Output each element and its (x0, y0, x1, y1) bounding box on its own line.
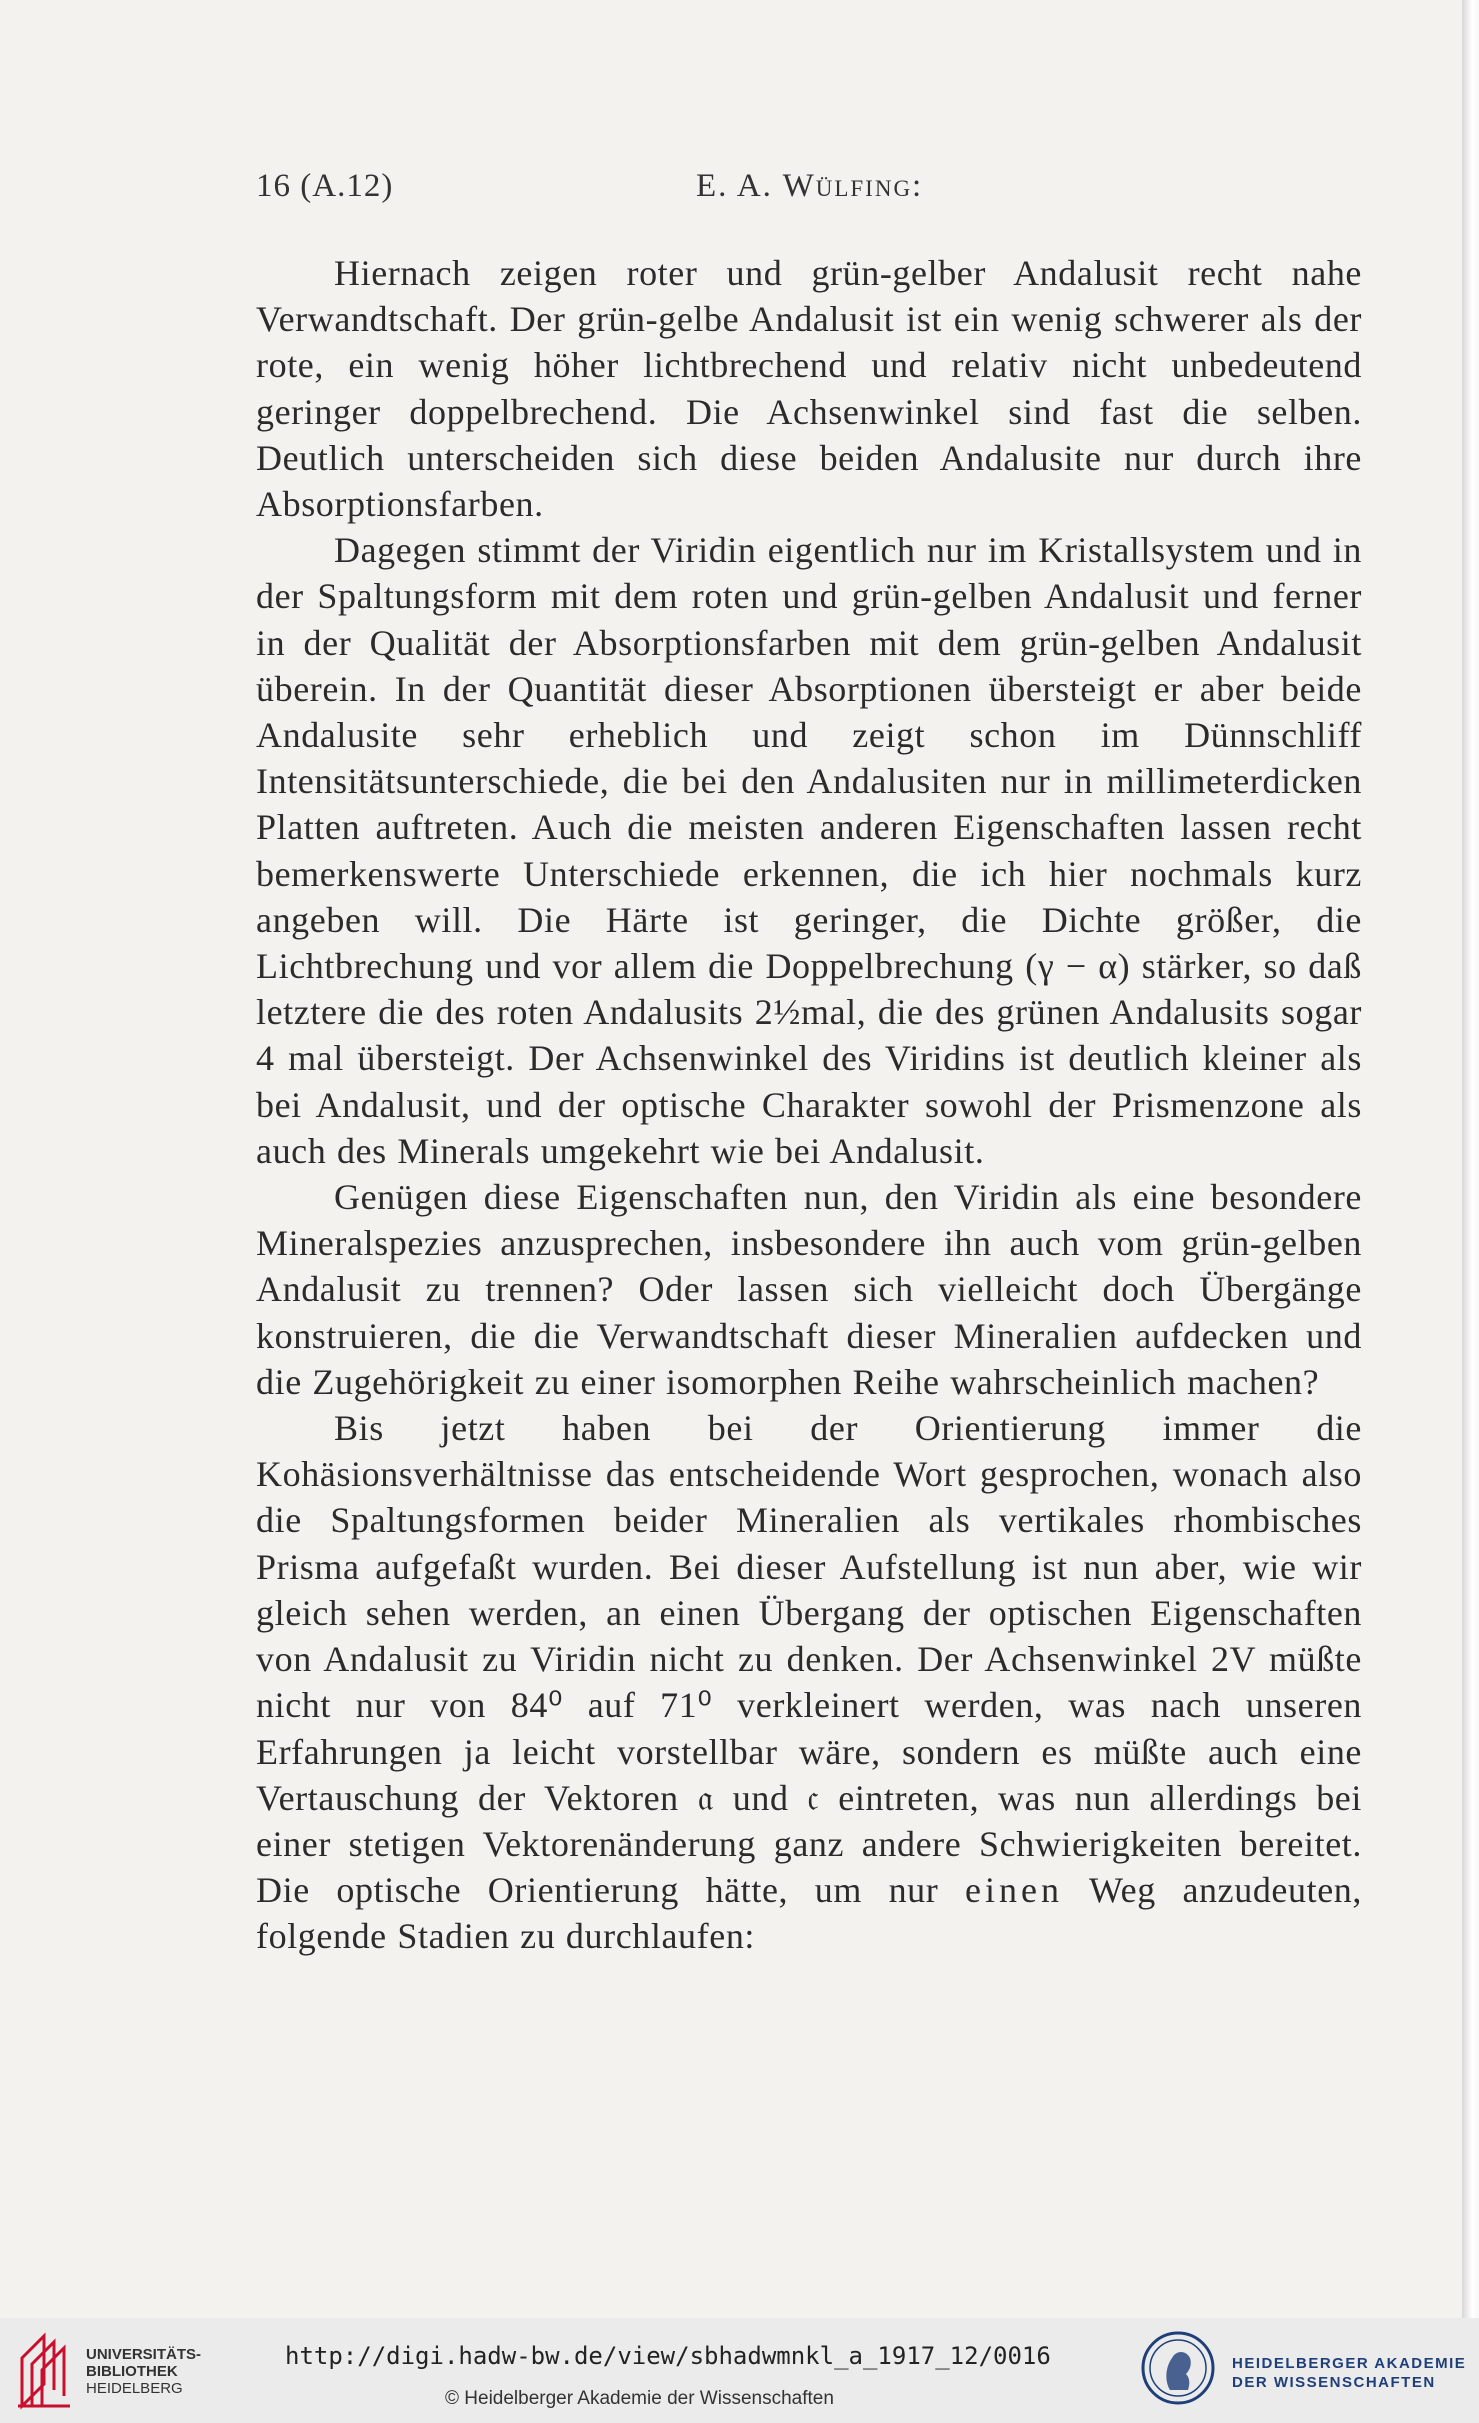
university-library-name (86, 2346, 201, 2397)
paragraph-4 (256, 1405, 1362, 1959)
library-city: HEIDELBERG (86, 2380, 183, 2397)
page-number: 16 (A.12) (256, 168, 394, 204)
body-text (256, 250, 1362, 1960)
university-library-logo-icon (14, 2330, 84, 2410)
library-line-2: BIBLIOTHEK (86, 2363, 178, 2380)
running-head (256, 168, 1366, 212)
academy-seal-icon (1140, 2330, 1216, 2406)
page-edge (1462, 0, 1479, 2318)
academy-name (1232, 2354, 1466, 2392)
paragraph-4-text-b: Weg anzudeuten, folgende Stadien zu durchlaufen: (256, 1870, 1362, 1957)
paragraph-3: Genügen diese Eigenschaften nun, den Viridin als eine besondere Mineralspezies anzusprechen, insbesondere ihn auch vom grün-gelben Andalusit zu trennen? Oder lassen sich vielleicht doch Übergänge konstruieren, die die Verwandtschaft dieser Mineralien aufdecken und die Zugehörigkeit zu einer isomorphen Reihe wahrscheinlich machen? (256, 1177, 1362, 1402)
emphasized-word: einen (965, 1870, 1063, 1911)
paragraph-2: Dagegen stimmt der Viridin eigentlich nur im Kristallsystem und in der Spaltungsform mit dem roten und grün-gelben Andalusit und ferner in der Qualität der Absorptionsfarben mit dem grün-gelben Andalusit überein. In der Quantität dieser Absorptionen übersteigt er aber beide Andalusite sehr erheblich und zeigt schon im Dünnschliff Intensitätsunterschiede, die bei den Andalusiten nur in millimeterdicken Platten auftreten. Auch die meisten anderen Eigenschaften lassen recht bemerkenswerte Unterschiede erkennen, die ich hier nochmals kurz angeben will. Die Härte ist geringer, die Dichte größer, die Lichtbrechung und vor allem die Doppelbrechung (γ − α) stärker, so daß letztere die des roten Andalusits 2½mal, die des grünen Andalusits sogar 4 mal übersteigt. Der Achsenwinkel des Viridins ist deutlich kleiner als bei Andalusit, und der optische Charakter sowohl der Prismenzone als auch des Minerals umgekehrt wie bei Andalusit. (256, 530, 1362, 1171)
footer-bar (0, 2318, 1479, 2423)
library-line-1: UNIVERSITÄTS- (86, 2346, 202, 2363)
permalink-url[interactable]: http://digi.hadw-bw.de/view/sbhadwmnkl_a_1917_12/0016 (285, 2342, 1051, 2370)
author-name: E. A. Wülfing: (696, 168, 924, 204)
academy-line-2: DER WISSENSCHAFTEN (1232, 2374, 1436, 2391)
paragraph-4-text-a: Bis jetzt haben bei der Orientierung immer die Kohäsionsverhältnisse das entscheidende Wort gesprochen, wonach also die Spaltungsformen beider Mineralien als vertikales rhombisches Prisma aufgefaßt wurden. Bei dieser Aufstellung ist nun aber, wie wir gleich sehen werden, an einen Übergang der optischen Eigenschaften von Andalusit zu Viridin nicht zu denken. Der Achsenwinkel 2V müßte nicht nur von 84⁰ auf 71⁰ verkleinert werden, was nach unseren Erfahrungen ja leicht vorstellbar wäre, sondern es müßte auch eine Vertauschung der Vektoren 𝔞 und 𝔠 eintreten, was nun allerdings bei einer stetigen Vektorenänderung ganz andere Schwierigkeiten bereitet. Die optische Orientierung hätte, um nur (256, 1408, 1362, 1911)
paragraph-1: Hiernach zeigen roter und grün-gelber Andalusit recht nahe Verwandtschaft. Der grün-gelbe Andalusit ist ein wenig schwerer als der rote, ein wenig höher lichtbrechend und relativ nicht unbedeutend geringer doppelbrechend. Die Achsenwinkel sind fast die selben. Deutlich unterscheiden sich diese beiden Andalusite nur durch ihre Absorptionsfarben. (256, 253, 1362, 525)
copyright-notice: © Heidelberger Akademie der Wissenschaften (445, 2388, 834, 2409)
academy-line-1: HEIDELBERGER AKADEMIE (1232, 2355, 1467, 2372)
